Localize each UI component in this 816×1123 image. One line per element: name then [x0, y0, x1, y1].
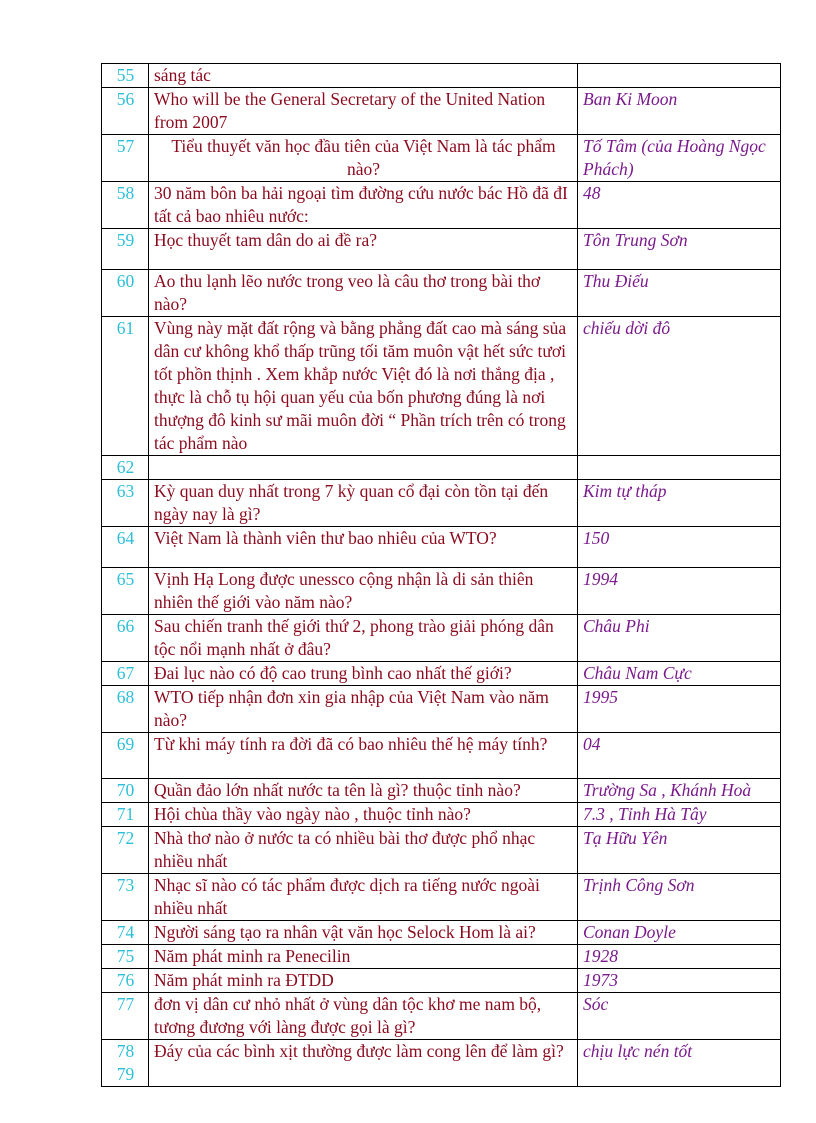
question-cell: Đáy của các bình xịt thường được làm cong lên để làm gì? — [149, 1040, 578, 1087]
answer-cell: Sóc — [578, 993, 781, 1040]
row-number: 58 — [102, 182, 149, 229]
answer-cell: 1973 — [578, 969, 781, 993]
answer-cell: Tố Tâm (của Hoàng Ngọc Phách) — [578, 135, 781, 182]
row-number: 75 — [102, 945, 149, 969]
row-number: 77 — [102, 993, 149, 1040]
answer-cell: chịu lực nén tốt — [578, 1040, 781, 1087]
answer-cell: Thu Điếu — [578, 270, 781, 317]
row-number: 70 — [102, 779, 149, 803]
quiz-table — [101, 63, 781, 1087]
table-row — [102, 993, 781, 1040]
answer-cell: 1995 — [578, 686, 781, 733]
answer-cell: 04 — [578, 733, 781, 779]
answer-cell: 1928 — [578, 945, 781, 969]
question-cell: Tiểu thuyết văn học đầu tiên của Việt Nam là tác phẩm nào? — [149, 135, 578, 182]
table-row — [102, 88, 781, 135]
row-number: 63 — [102, 480, 149, 527]
table-row — [102, 945, 781, 969]
table-row — [102, 456, 781, 480]
row-number: 73 — [102, 874, 149, 921]
question-cell: Năm phát minh ra ĐTDD — [149, 969, 578, 993]
table-row — [102, 827, 781, 874]
question-cell: Việt Nam là thành viên thư bao nhiêu của WTO? — [149, 527, 578, 568]
table-row — [102, 1040, 781, 1087]
question-cell: Vùng này mặt đất rộng và bằng phẳng đất cao mà sáng sủa dân cư không khổ thấp trũng tối tăm muôn vật hết sức tươi tốt phồn thịnh . Xem khắp nước Việt đó là nơi thắng địa , thực là chỗ tụ hội quan yếu của bốn phương đúng là nơi thượng đô kinh sư mãi muôn đời “ Phần trích trên có trong tác phẩm nào — [149, 317, 578, 456]
question-cell: Học thuyết tam dân do ai đề ra? — [149, 229, 578, 270]
answer-cell: 48 — [578, 182, 781, 229]
answer-cell: Ban Ki Moon — [578, 88, 781, 135]
question-cell: Vịnh Hạ Long được unessco cộng nhận là di sản thiên nhiên thế giới vào năm nào? — [149, 568, 578, 615]
answer-cell — [578, 456, 781, 480]
question-cell: 30 năm bôn ba hải ngoại tìm đường cứu nước bác Hồ đã đI tất cả bao nhiêu nước: — [149, 182, 578, 229]
row-number: 74 — [102, 921, 149, 945]
table-row — [102, 921, 781, 945]
question-cell: sáng tác — [149, 64, 578, 88]
answer-cell: Kim tự tháp — [578, 480, 781, 527]
row-number: 68 — [102, 686, 149, 733]
table-row — [102, 527, 781, 568]
row-number: 60 — [102, 270, 149, 317]
table-row — [102, 803, 781, 827]
row-number: 57 — [102, 135, 149, 182]
question-cell: Từ khi máy tính ra đời đã có bao nhiêu thế hệ máy tính? — [149, 733, 578, 779]
row-number: 76 — [102, 969, 149, 993]
row-number: 55 — [102, 64, 149, 88]
row-number: 65 — [102, 568, 149, 615]
answer-cell: 7.3 , Tỉnh Hà Tây — [578, 803, 781, 827]
row-number: 56 — [102, 88, 149, 135]
answer-cell: Trịnh Công Sơn — [578, 874, 781, 921]
question-cell: Đai lục nào có độ cao trung bình cao nhất thế giới? — [149, 662, 578, 686]
question-cell: Sau chiến tranh thế giới thứ 2, phong trào giải phóng dân tộc nổi mạnh nhất ở đâu? — [149, 615, 578, 662]
question-cell — [149, 456, 578, 480]
answer-cell: Conan Doyle — [578, 921, 781, 945]
answer-cell: 1994 — [578, 568, 781, 615]
table-row — [102, 64, 781, 88]
question-cell: đơn vị dân cư nhỏ nhất ở vùng dân tộc khơ me nam bộ, tương đương với làng được gọi là gì? — [149, 993, 578, 1040]
answer-cell: Trường Sa , Khánh Hoà — [578, 779, 781, 803]
table-row — [102, 182, 781, 229]
question-cell: WTO tiếp nhận đơn xin gia nhập của Việt Nam vào năm nào? — [149, 686, 578, 733]
row-number: 69 — [102, 733, 149, 779]
table-row — [102, 874, 781, 921]
question-cell: Kỳ quan duy nhất trong 7 kỳ quan cổ đại còn tồn tại đến ngày nay là gì? — [149, 480, 578, 527]
answer-cell: chiếu dời đô — [578, 317, 781, 456]
question-cell: Nhạc sĩ nào có tác phẩm được dịch ra tiếng nước ngoài nhiều nhất — [149, 874, 578, 921]
question-cell: Who will be the General Secretary of the United Nation from 2007 — [149, 88, 578, 135]
answer-cell: 150 — [578, 527, 781, 568]
table-row — [102, 270, 781, 317]
table-row — [102, 317, 781, 456]
row-number: 67 — [102, 662, 149, 686]
row-number-line: 78 — [116, 1041, 135, 1061]
table-row — [102, 229, 781, 270]
table-row — [102, 135, 781, 182]
question-cell: Người sáng tạo ra nhân vật văn học Selock Hom là ai? — [149, 921, 578, 945]
table-row — [102, 615, 781, 662]
question-cell: Quần đảo lớn nhất nước ta tên là gì? thuộc tỉnh nào? — [149, 779, 578, 803]
row-number: 66 — [102, 615, 149, 662]
table-row — [102, 686, 781, 733]
answer-cell: Châu Nam Cực — [578, 662, 781, 686]
question-cell: Hội chùa thầy vào ngày nào , thuộc tỉnh nào? — [149, 803, 578, 827]
row-number: 64 — [102, 527, 149, 568]
table-row — [102, 568, 781, 615]
row-number-line: 79 — [116, 1064, 135, 1084]
answer-cell — [578, 64, 781, 88]
answer-cell: Châu Phi — [578, 615, 781, 662]
table-row — [102, 480, 781, 527]
question-cell: Năm phát minh ra Penecilin — [149, 945, 578, 969]
table-row — [102, 969, 781, 993]
table-row — [102, 662, 781, 686]
question-cell: Ao thu lạnh lẽo nước trong veo là câu thơ trong bài thơ nào? — [149, 270, 578, 317]
table-row — [102, 779, 781, 803]
table-row — [102, 733, 781, 779]
question-cell: Nhà thơ nào ở nước ta có nhiều bài thơ được phổ nhạc nhiều nhất — [149, 827, 578, 874]
answer-cell: Tôn Trung Sơn — [578, 229, 781, 270]
row-number: 61 — [102, 317, 149, 456]
row-number — [102, 1040, 149, 1087]
row-number: 59 — [102, 229, 149, 270]
answer-cell: Tạ Hữu Yên — [578, 827, 781, 874]
row-number: 62 — [102, 456, 149, 480]
row-number: 71 — [102, 803, 149, 827]
row-number: 72 — [102, 827, 149, 874]
